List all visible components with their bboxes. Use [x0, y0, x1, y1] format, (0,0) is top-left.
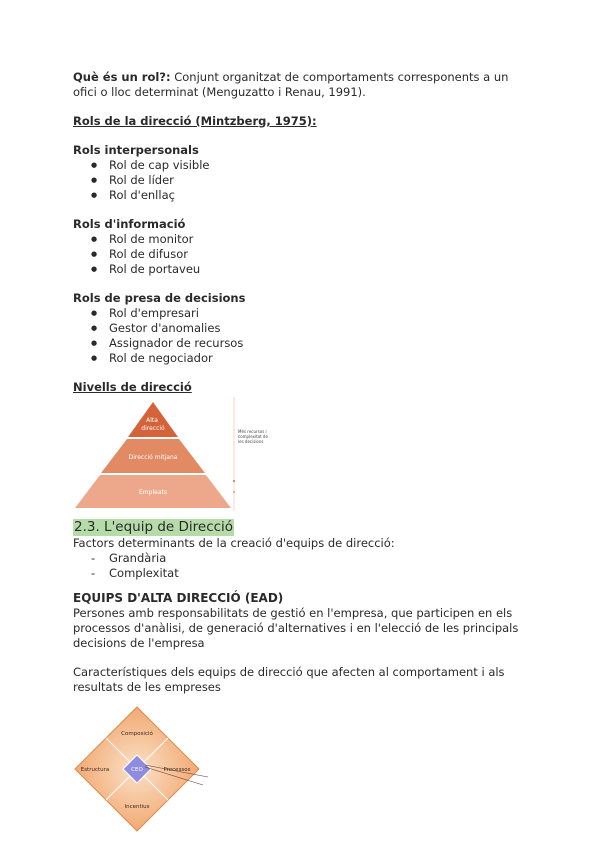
role-list: [73, 232, 533, 277]
ead-description: [73, 606, 533, 651]
factors-list: [73, 551, 533, 581]
pyramid-middle-label: Direcció mitjana: [128, 454, 178, 461]
intro-paragraph: [73, 70, 533, 100]
role-list: [73, 306, 533, 366]
diamond-right-label: Processos: [163, 767, 191, 773]
list-item: ● Assignador de recursos: [109, 336, 533, 351]
ead-characteristics-line: resultats de les empreses: [73, 680, 221, 694]
diamond-bottom-label: Incentius: [124, 804, 150, 810]
ead-heading: EQUIPS D'ALTA DIRECCIÓ (EAD): [73, 591, 284, 605]
intro-definition: Conjunt organitzat de comportaments corresponents a un: [170, 70, 509, 84]
pyramid-side-note: [238, 429, 269, 444]
pyramid-bottom-label: Empleats: [139, 489, 167, 496]
intro-definition-cont: ofici o lloc determinat (Menguzatto i Renau, 1991).: [73, 85, 366, 99]
levels-heading: Nivells de direcció: [73, 380, 192, 394]
pyramid-diagram: [73, 395, 293, 513]
list-item: ● Rol de portaveu: [109, 262, 533, 277]
diamond-top-label: Composició: [121, 731, 153, 737]
role-group-title: Rols d'informació: [73, 217, 186, 231]
document-page: [73, 70, 533, 835]
intro-question: Què és un rol?:: [73, 70, 171, 84]
pyramid-figure: [73, 395, 533, 513]
list-item: ● Rol d'empresari: [109, 306, 533, 321]
list-item: - Complexitat: [109, 566, 533, 581]
pyramid-top-label-line: Alta: [146, 417, 158, 424]
section-title: 2.3. L'equip de Direcció: [74, 519, 234, 535]
ead-diamond-diagram: [73, 705, 213, 833]
ead-description-line: processos d'anàlisi, de generació d'alternatives i en l'elecció de les principals: [73, 621, 519, 635]
role-group-title: Rols de presa de decisions: [73, 291, 246, 305]
list-item: ● Gestor d'anomalies: [109, 321, 533, 336]
diamond-left-label: Estructura: [80, 767, 110, 773]
ead-description-line: decisions de l'empresa: [73, 636, 205, 650]
diamond-figure: [73, 705, 533, 835]
list-item: ● Rol d'enllaç: [109, 188, 533, 203]
list-item: ● Rol de negociador: [109, 351, 533, 366]
list-item: ● Rol de monitor: [109, 232, 533, 247]
factors-intro: Factors determinants de la creació d'equips de direcció:: [73, 536, 395, 550]
pyramid-side-mark: [233, 480, 235, 482]
ead-description-line: Persones amb responsabilitats de gestió en l'empresa, que participen en els: [73, 606, 513, 620]
pyramid-side-mark: [233, 491, 235, 493]
roles-heading: Rols de la direcció (Mintzberg, 1975):: [73, 114, 317, 128]
pyramid-side-note-line: Més recursos i: [238, 429, 267, 434]
ead-characteristics-line: Característiques dels equips de direcció que afecten al comportament i als: [73, 665, 505, 679]
pyramid-side-note-line: les decisions: [238, 439, 264, 444]
diamond-center-label: CEO: [131, 767, 143, 773]
role-group-title: Rols interpersonals: [73, 143, 199, 157]
pyramid-top-label-line: direcció: [141, 425, 165, 432]
list-item: - Grandària: [109, 551, 533, 566]
list-item: ● Rol de difusor: [109, 247, 533, 262]
pyramid-side-note-line: complexitat de: [238, 434, 268, 439]
list-item: ● Rol de líder: [109, 173, 533, 188]
role-list: [73, 158, 533, 203]
list-item: ● Rol de cap visible: [109, 158, 533, 173]
ead-characteristics: [73, 665, 533, 695]
